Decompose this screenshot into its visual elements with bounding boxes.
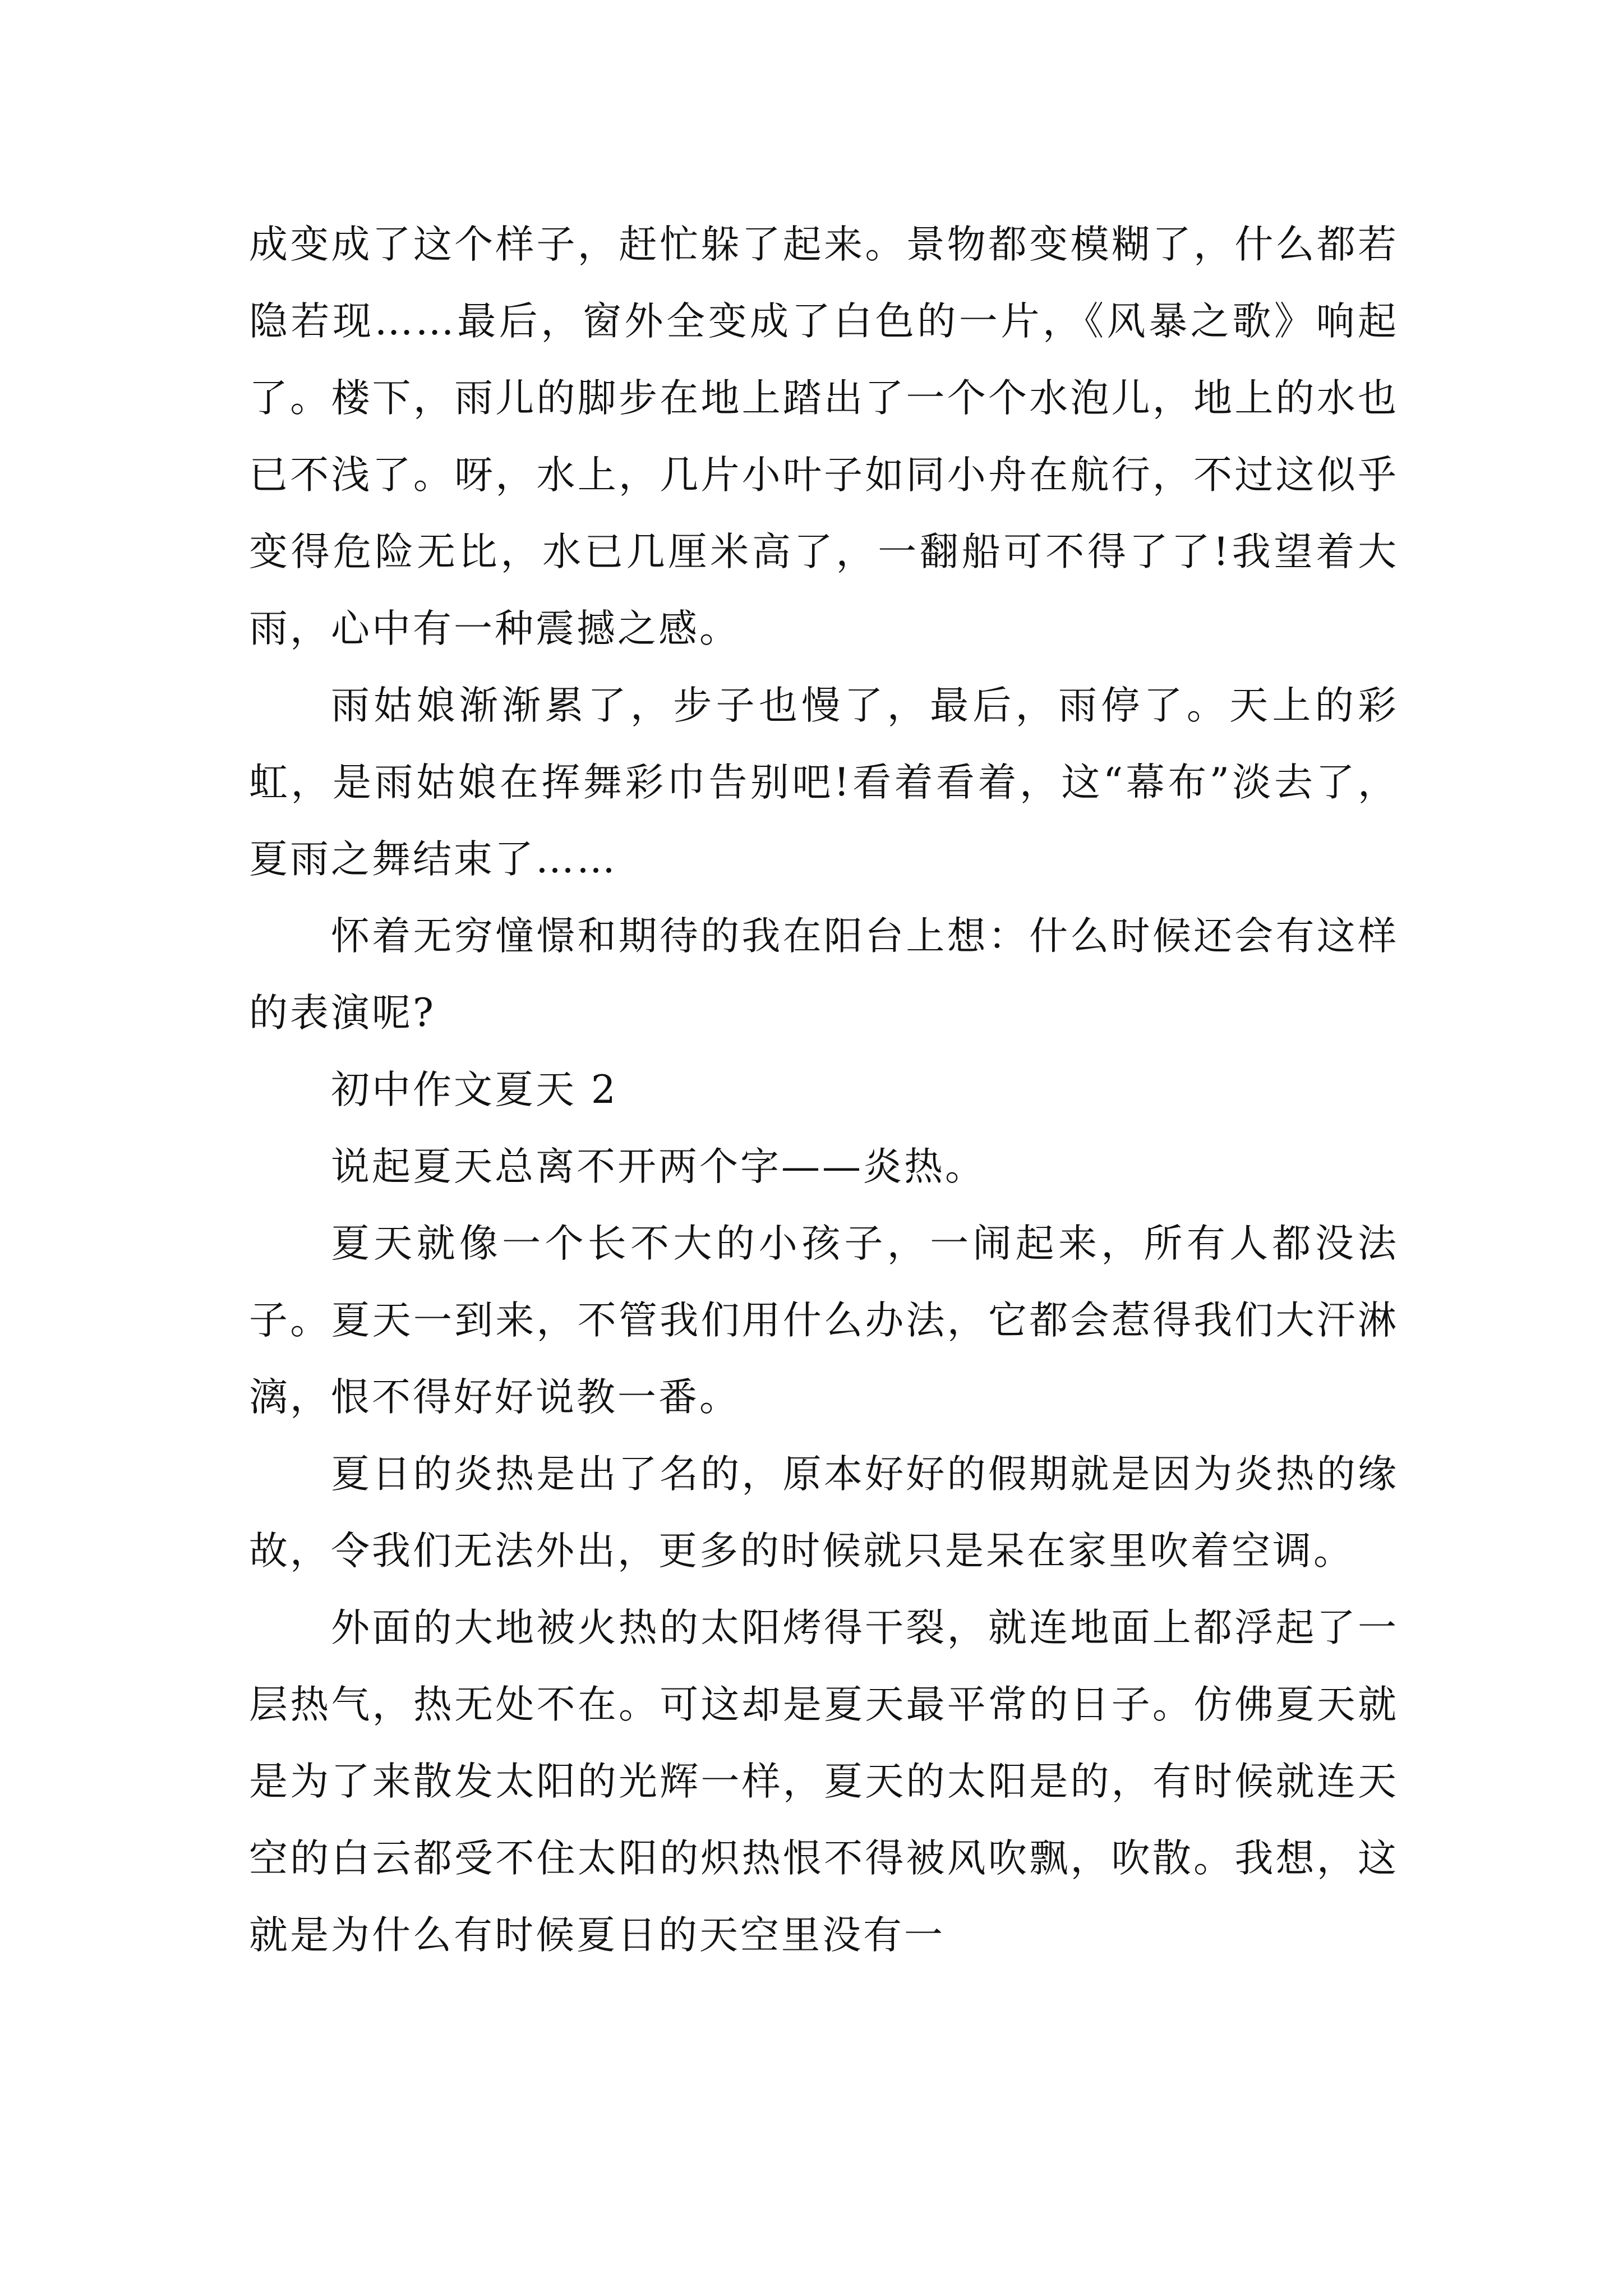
paragraph-2: 雨姑娘渐渐累了，步子也慢了，最后，雨停了。天上的彩虹，是雨姑娘在挥舞彩巾告别吧!看着看着，这“幕布”淡去了，夏雨之舞结束了…… xyxy=(249,683,1399,882)
paragraph-5: 夏天就像一个长不大的小孩子，一闹起来，所有人都没法子。夏天一到来，不管我们用什么办法，它都会惹得我们大汗淋漓，恨不得好好说教一番。 xyxy=(249,1221,1399,1420)
paragraph-3: 怀着无穷憧憬和期待的我在阳台上想：什么时候还会有这样的表演呢? xyxy=(249,914,1399,1036)
paragraph-6: 夏日的炎热是出了名的，原本好好的假期就是因为炎热的缘故，令我们无法外出，更多的时候就只是呆在家里吹着空调。 xyxy=(249,1452,1399,1573)
paragraph-4: 说起夏天总离不开两个字——炎热。 xyxy=(331,1144,986,1189)
paragraph-7: 外面的大地被火热的太阳烤得干裂，就连地面上都浮起了一层热气，热无处不在。可这却是夏天最平常的日子。仿佛夏天就是为了来散发太阳的光辉一样，夏天的太阳是的，有时候就连天空的白云都受不住太阳的炽热恨不得被风吹飘，吹散。我想，这就是为什么有时候夏日的天空里没有一 xyxy=(249,1605,1399,1958)
document-body xyxy=(249,206,1399,1974)
section-heading: 初中作文夏天 2 xyxy=(331,1068,618,1112)
paragraph-1: 成变成了这个样子，赶忙躲了起来。景物都变模糊了，什么都若隐若现……最后，窗外全变成了白色的一片，《风暴之歌》响起了。楼下，雨儿的脚步在地上踏出了一个个水泡儿，地上的水也已不浅了。呀，水上，几片小叶子如同小舟在航行，不过这似乎变得危险无比，水已几厘米高了，一翻船可不得了了!我望着大雨，心中有一种震撼之感。 xyxy=(249,222,1399,651)
